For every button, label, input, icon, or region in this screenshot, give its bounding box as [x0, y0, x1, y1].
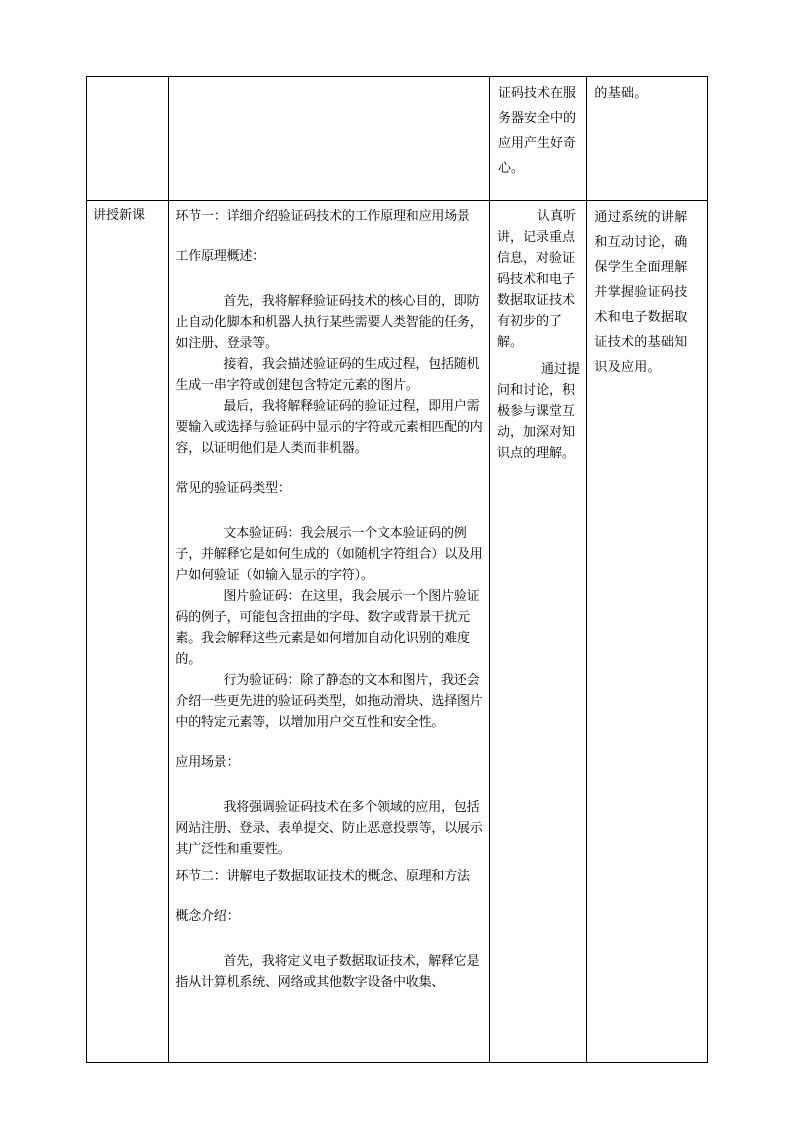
paragraph: 图片验证码：在这里，我会展示一个图片验证码的例子，可能包含扭曲的字母、数字或背景干扰元素。我会解释这些元素是如何增加自动化识别的难度的。 — [175, 589, 480, 667]
design-intent-line: 通过系统的讲解 — [594, 210, 688, 225]
design-intent-line: 和互动讨论，确 — [594, 235, 688, 250]
student-activity-line: 务器安全中的 — [497, 111, 576, 126]
cell-content-empty — [169, 77, 490, 201]
design-intent-text: 的基础。 — [594, 86, 648, 101]
paragraph: 我将强调验证码技术在多个领域的应用，包括网站注册、登录、表单提交、防止恶意投票等，以展示其广泛性和重要性。 — [175, 800, 483, 857]
design-intent-line: 术和电子数据取 — [594, 310, 688, 325]
paragraph: 接着，我会描述验证码的生成过程，包括随机生成一串字符或创建包含特定元素的图片。 — [175, 357, 480, 393]
design-intent-line: 识及应用。 — [594, 360, 661, 375]
student-activity-line: 心。 — [497, 161, 524, 176]
design-intent-line: 并掌握验证码技 — [594, 285, 688, 300]
paragraph: 首先，我将解释验证码技术的核心目的，即防止自动化脚本和机器人执行某些需要人类智能的任务，如注册、登录等。 — [175, 294, 483, 351]
section-heading: 环节二：讲解电子数据取证技术的概念、原理和方法 — [175, 869, 470, 884]
stage-label: 讲授新课 — [93, 208, 146, 223]
subheading: 应用场景： — [175, 755, 240, 770]
lesson-plan-table — [86, 76, 708, 1063]
subheading: 概念介绍： — [175, 909, 240, 924]
section-heading: 环节一：详细介绍验证码技术的工作原理和应用场景 — [175, 209, 470, 224]
table-row-new-lesson — [87, 201, 708, 1063]
design-intent-line: 证技术的基础知 — [594, 335, 688, 350]
table-row-continuation — [87, 77, 708, 201]
cell-student-activity — [489, 201, 586, 1063]
paragraph: 首先，我将定义电子数据取证技术，解释它是指从计算机系统、网络或其他数字设备中收集、 — [175, 954, 480, 990]
subheading: 常见的验证码类型： — [175, 481, 291, 496]
cell-design-intent — [587, 201, 708, 1063]
paragraph: 行为验证码：除了静态的文本和图片，我还会介绍一些更先进的验证码类型，如拖动滑块、选择图片中的特定元素等，以增加用户交互性和安全性。 — [175, 673, 483, 730]
paragraph: 最后，我将解释验证码的验证过程，即用户需要输入或选择与验证码中显示的字符或元素相匹配的内容，以证明他们是人类而非机器。 — [175, 399, 483, 456]
design-intent-line: 保学生全面理解 — [594, 260, 688, 275]
subheading: 工作原理概述： — [175, 249, 265, 264]
paragraph: 文本验证码：我会展示一个文本验证码的例子，并解释它是如何生成的（如随机字符组合）以及用户如何验证（如输入显示的字符）。 — [175, 526, 483, 583]
student-activity-line: 证码技术在服 — [497, 86, 576, 101]
cell-stage — [87, 201, 169, 1063]
cell-teacher-activity — [169, 201, 490, 1063]
student-activity-line: 应用产生好奇 — [497, 136, 576, 151]
cell-design-intent — [587, 77, 708, 201]
paragraph: 认真听讲，记录重点信息，对验证码技术和电子数据取证技术有初步的了解。 — [496, 209, 576, 350]
cell-stage-empty — [87, 77, 169, 201]
paragraph: 通过提问和讨论，积极参与课堂互动，加深对知识点的理解。 — [496, 362, 580, 461]
cell-student-activity — [489, 77, 586, 201]
